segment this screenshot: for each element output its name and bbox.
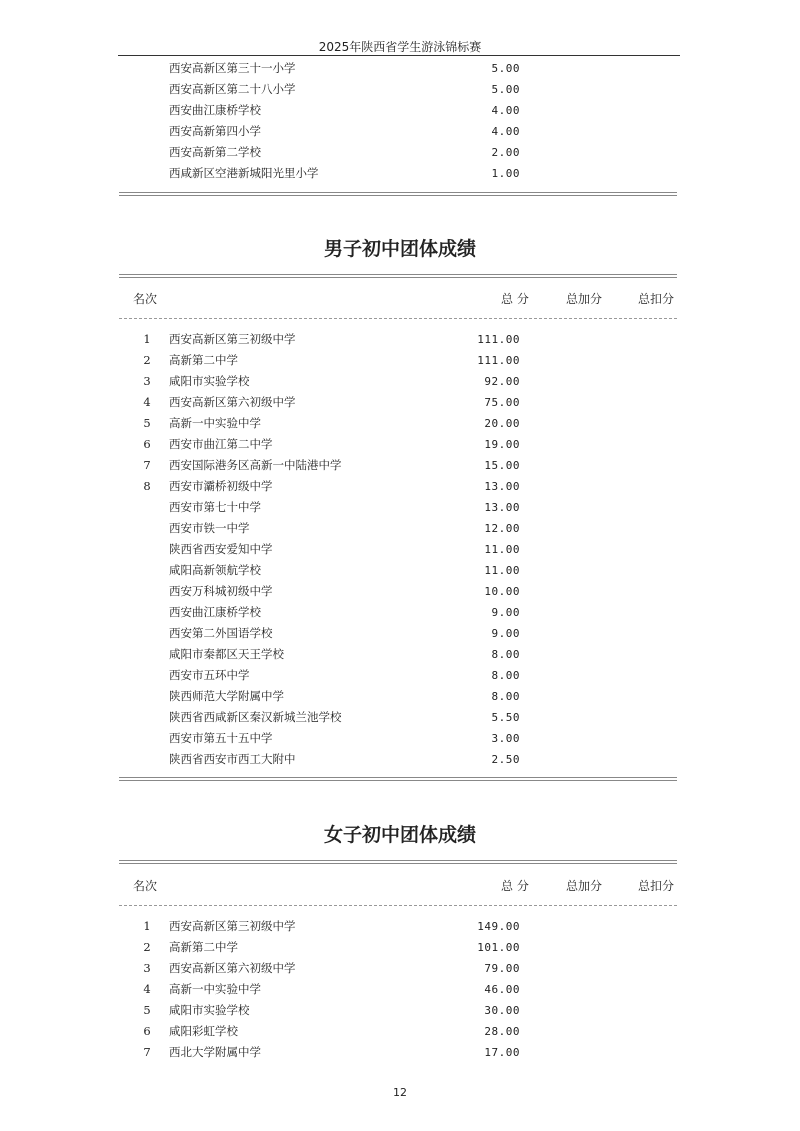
rank-cell: 1 (143, 332, 151, 346)
total-score: 30.00 (484, 1004, 520, 1017)
rank-cell: 5 (143, 416, 151, 430)
school-name: 西安高新区第六初级中学 (169, 395, 296, 409)
table-row (0, 958, 800, 979)
col-deduct: 总扣分 (638, 879, 675, 893)
rank-cell: 3 (143, 961, 151, 975)
dashed-rule (119, 318, 677, 319)
table-row (0, 1042, 800, 1063)
col-bonus: 总加分 (566, 292, 603, 306)
total-score: 8.00 (491, 690, 520, 703)
school-name: 高新一中实验中学 (169, 982, 261, 996)
total-score: 75.00 (484, 396, 520, 409)
school-name: 陕西省西安爱知中学 (169, 542, 273, 556)
school-name: 西安曲江康桥学校 (169, 103, 261, 117)
total-score: 8.00 (491, 669, 520, 682)
total-score: 28.00 (484, 1025, 520, 1038)
school-name: 西安高新区第三初级中学 (169, 332, 296, 346)
total-score: 11.00 (484, 543, 520, 556)
rank-cell: 1 (143, 919, 151, 933)
rank-cell: 6 (143, 437, 151, 451)
table-row (0, 581, 800, 602)
table-row (0, 371, 800, 392)
school-name: 西安万科城初级中学 (169, 584, 273, 598)
rank-cell: 5 (143, 1003, 151, 1017)
table-row (0, 497, 800, 518)
school-name: 西安市曲江第二中学 (169, 437, 273, 451)
total-score: 11.00 (484, 564, 520, 577)
total-score: 9.00 (491, 627, 520, 640)
school-name: 西北大学附属中学 (169, 1045, 261, 1059)
col-total: 总 分 (501, 879, 529, 893)
table-row (0, 644, 800, 665)
school-name: 咸阳市秦都区天王学校 (169, 647, 284, 661)
table-row (0, 937, 800, 958)
school-name: 西安市第七十中学 (169, 500, 261, 514)
school-name: 西安曲江康桥学校 (169, 605, 261, 619)
total-score: 149.00 (477, 920, 520, 933)
double-rule (119, 274, 677, 278)
table-row (0, 121, 800, 142)
total-score: 5.00 (491, 62, 520, 75)
double-rule (119, 192, 677, 196)
table-row (0, 350, 800, 371)
total-score: 2.50 (491, 753, 520, 766)
school-name: 高新第二中学 (169, 353, 238, 367)
table-row (0, 329, 800, 350)
total-score: 12.00 (484, 522, 520, 535)
section-title-girls: 女子初中团体成绩 (323, 824, 476, 846)
total-score: 3.00 (491, 732, 520, 745)
table-row (0, 392, 800, 413)
school-name: 陕西省西咸新区秦汉新城兰池学校 (169, 710, 342, 724)
col-deduct: 总扣分 (638, 292, 675, 306)
school-name: 西安国际港务区高新一中陆港中学 (169, 458, 342, 472)
school-name: 陕西省西安市西工大附中 (169, 752, 296, 766)
total-score: 5.00 (491, 83, 520, 96)
school-name: 西安高新区第六初级中学 (169, 961, 296, 975)
school-name: 高新一中实验中学 (169, 416, 261, 430)
total-score: 9.00 (491, 606, 520, 619)
double-rule (119, 860, 677, 864)
table-row (0, 665, 800, 686)
page-header: 2025年陕西省学生游泳锦标赛 (318, 40, 482, 54)
total-score: 2.00 (491, 146, 520, 159)
school-name: 西安市灞桥初级中学 (169, 479, 273, 493)
total-score: 79.00 (484, 962, 520, 975)
table-row (0, 413, 800, 434)
rank-cell: 7 (143, 458, 151, 472)
school-name: 咸阳彩虹学校 (169, 1024, 238, 1038)
col-rank: 名次 (133, 879, 158, 893)
school-name: 西安高新区第二十八小学 (169, 82, 296, 96)
total-score: 4.00 (491, 104, 520, 117)
table-row (0, 100, 800, 121)
rank-cell: 6 (143, 1024, 151, 1038)
col-total: 总 分 (501, 292, 529, 306)
table-row (0, 434, 800, 455)
table-row (0, 163, 800, 184)
school-name: 咸阳市实验学校 (169, 1003, 250, 1017)
total-score: 13.00 (484, 480, 520, 493)
table-row (0, 142, 800, 163)
school-name: 西咸新区空港新城阳光里小学 (169, 166, 319, 180)
total-score: 17.00 (484, 1046, 520, 1059)
table-row (0, 728, 800, 749)
total-score: 5.50 (491, 711, 520, 724)
total-score: 111.00 (477, 333, 520, 346)
table-row (0, 623, 800, 644)
total-score: 8.00 (491, 648, 520, 661)
school-name: 西安市第五十五中学 (169, 731, 273, 745)
rank-cell: 2 (143, 353, 151, 367)
header-rule (118, 55, 680, 56)
section-title-boys: 男子初中团体成绩 (323, 238, 476, 260)
col-rank: 名次 (133, 292, 158, 306)
total-score: 111.00 (477, 354, 520, 367)
rank-cell: 7 (143, 1045, 151, 1059)
col-bonus: 总加分 (566, 879, 603, 893)
rank-cell: 4 (143, 982, 151, 996)
total-score: 1.00 (491, 167, 520, 180)
total-score: 20.00 (484, 417, 520, 430)
table-row (0, 79, 800, 100)
school-name: 陕西师范大学附属中学 (169, 689, 284, 703)
rank-cell: 4 (143, 395, 151, 409)
table-row (0, 602, 800, 623)
school-name: 咸阳市实验学校 (169, 374, 250, 388)
page-number: 12 (393, 1086, 407, 1099)
total-score: 101.00 (477, 941, 520, 954)
school-name: 西安高新区第三初级中学 (169, 919, 296, 933)
table-row (0, 1021, 800, 1042)
school-name: 西安第二外国语学校 (169, 626, 273, 640)
total-score: 15.00 (484, 459, 520, 472)
school-name: 咸阳高新领航学校 (169, 563, 261, 577)
school-name: 高新第二中学 (169, 940, 238, 954)
total-score: 19.00 (484, 438, 520, 451)
table-row (0, 58, 800, 79)
table-row (0, 455, 800, 476)
total-score: 4.00 (491, 125, 520, 138)
table-row (0, 916, 800, 937)
table-row (0, 560, 800, 581)
total-score: 92.00 (484, 375, 520, 388)
rank-cell: 8 (143, 479, 151, 493)
school-name: 西安高新区第三十一小学 (169, 61, 296, 75)
double-rule (119, 777, 677, 781)
table-row (0, 476, 800, 497)
table-row (0, 979, 800, 1000)
table-row (0, 686, 800, 707)
school-name: 西安高新第二学校 (169, 145, 261, 159)
total-score: 13.00 (484, 501, 520, 514)
rank-cell: 3 (143, 374, 151, 388)
dashed-rule (119, 905, 677, 906)
table-row (0, 707, 800, 728)
table-row (0, 1000, 800, 1021)
total-score: 46.00 (484, 983, 520, 996)
rank-cell: 2 (143, 940, 151, 954)
school-name: 西安市五环中学 (169, 668, 250, 682)
table-row (0, 539, 800, 560)
table-row (0, 749, 800, 770)
total-score: 10.00 (484, 585, 520, 598)
school-name: 西安高新第四小学 (169, 124, 261, 138)
table-row (0, 518, 800, 539)
school-name: 西安市铁一中学 (169, 521, 250, 535)
